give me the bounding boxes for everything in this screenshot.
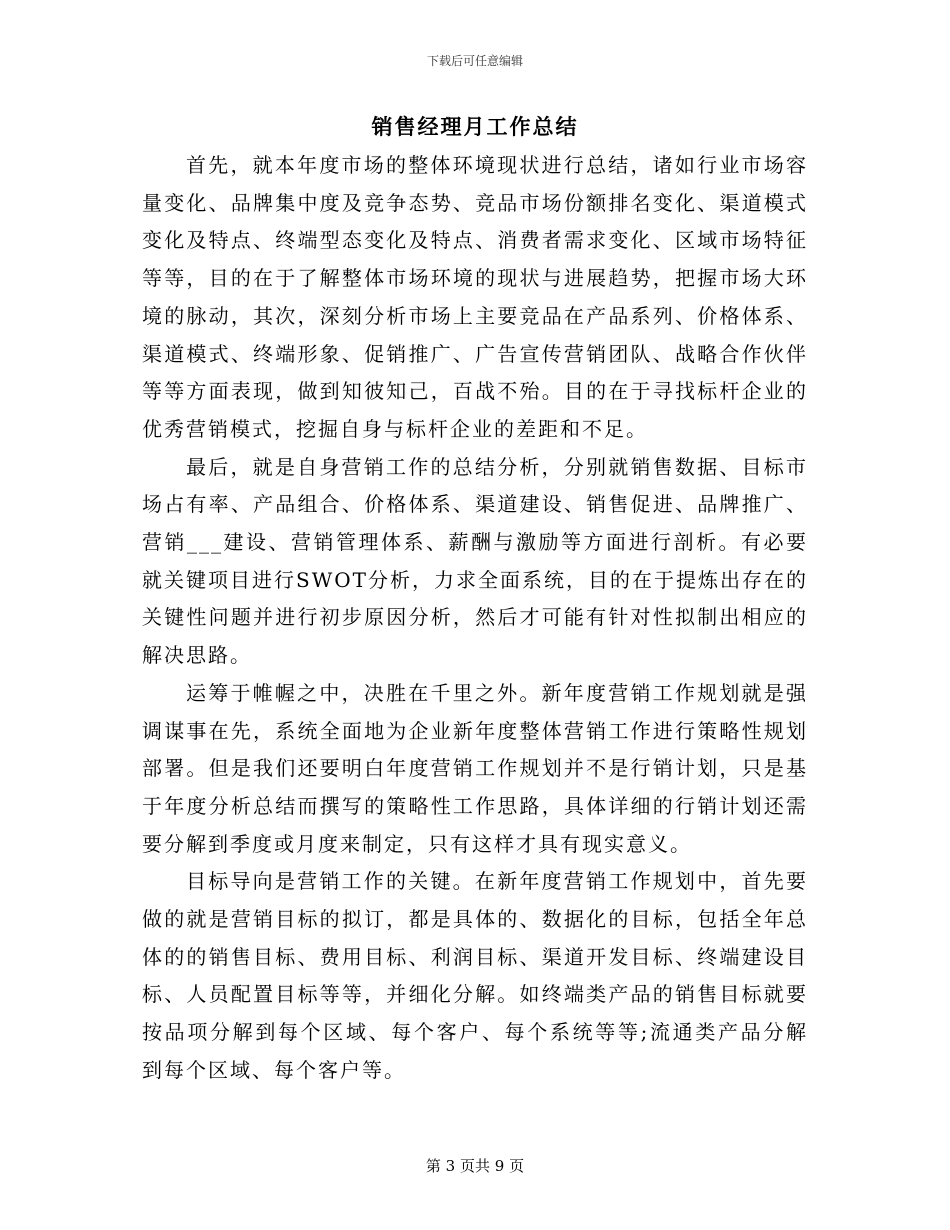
header-note: 下载后可任意编辑 [426, 54, 523, 68]
paragraph-2: 最后，就是自身营销工作的总结分析，分别就销售数据、目标市场占有率、产品组合、价格体系、渠道建设、销售促进、品牌推广、营销___建设、营销管理体系、薪酬与激励等方面进行剖析。有必要就关键项目进行SWOT分析，力求全面系统，目的在于提炼出存在的关键性问题并进行初步原因分析，然后才可能有针对性拟制出相应的解决思路。 [142, 454, 808, 668]
paragraph-4: 目标导向是营销工作的关键。在新年度营销工作规划中，首先要做的就是营销目标的拟订，都是具体的、数据化的目标，包括全年总体的的销售目标、费用目标、利润目标、渠道开发目标、终端建设目标、人员配置目标等等，并细化分解。如终端类产品的销售目标就要按品项分解到每个区域、每个客户、每个系统等等;流通类产品分解到每个区域、每个客户等。 [142, 869, 808, 1082]
paragraph-3: 运筹于帷幄之中，决胜在千里之外。新年度营销工作规划就是强调谋事在先，系统全面地为企业新年度整体营销工作进行策略性规划部署。但是我们还要明白年度营销工作规划并不是行销计划，只是基于年度分析总结而撰写的策略性工作思路，具体详细的行销计划还需要分解到季度或月度来制定，只有这样才具有现实意义。 [142, 680, 808, 856]
paragraph-1: 首先，就本年度市场的整体环境现状进行总结，诸如行业市场容量变化、品牌集中度及竞争态势、竞品市场份额排名变化、渠道模式变化及特点、终端型态变化及特点、消费者需求变化、区域市场特征等等，目的在于了解整体市场环境的现状与进展趋势，把握市场大环境的脉动，其次，深刻分析市场上主要竞品在产品系列、价格体系、渠道模式、终端形象、促销推广、广告宣传营销团队、战略合作伙伴等等方面表现，做到知彼知己，百战不殆。目的在于寻找标杆企业的优秀营销模式，挖掘自身与标杆企业的差距和不足。 [142, 153, 808, 441]
page-number: 第 3 页共 9 页 [425, 1157, 525, 1175]
document-title: 销售经理月工作总结 [371, 115, 579, 139]
document-body [142, 147, 808, 1090]
